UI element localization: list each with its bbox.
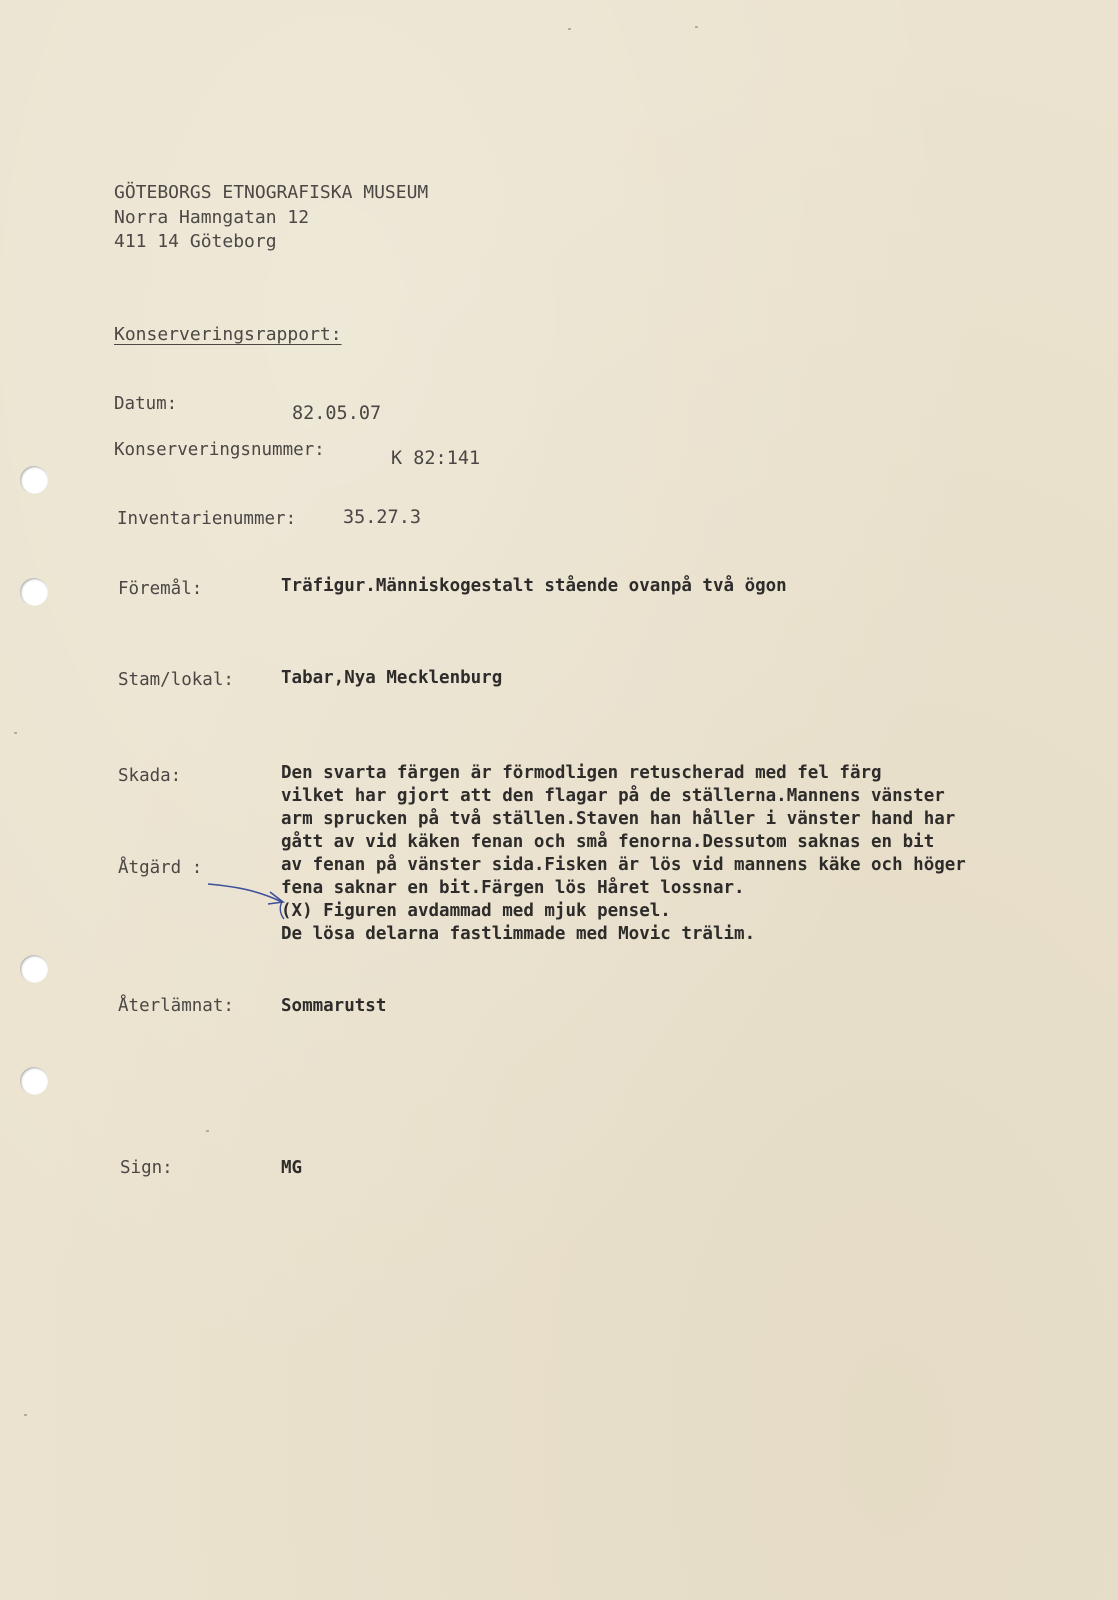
datum-label: Datum: [114, 394, 178, 414]
atgard-label: Åtgärd : [118, 858, 203, 878]
inventarienummer-value: 35.27.3 [343, 507, 421, 528]
punch-hole [20, 955, 48, 983]
skada-line: gått av vid käken fenan och små fenorna.Dessutom saknas en bit [281, 832, 935, 852]
stam-value: Tabar,Nya Mecklenburg [281, 668, 503, 688]
handwritten-arrow-icon [200, 862, 300, 922]
skada-line: arm sprucken på två ställen.Staven han håller i vänster hand har [281, 809, 956, 829]
atgard-line: (X) Figuren avdammad med mjuk pensel. [281, 901, 671, 921]
org-city: 411 14 Göteborg [114, 231, 277, 252]
datum-value: 82.05.07 [292, 403, 382, 424]
skada-line: Den svarta färgen är förmodligen retuscherad med fel färg [281, 763, 882, 783]
punch-hole [20, 578, 48, 606]
konserveringsnummer-value: K 82:141 [391, 448, 481, 469]
sign-label: Sign: [120, 1158, 173, 1178]
foremal-label: Föremål: [118, 579, 203, 599]
skada-line: vilket har gjort att den flagar på de ställerna.Mannens vänster [281, 786, 945, 806]
report-title: Konserveringsrapport: [114, 324, 342, 345]
foremal-value: Träfigur.Människogestalt stående ovanpå två ögon [281, 576, 787, 596]
punch-hole [20, 1067, 48, 1095]
skada-line: av fenan på vänster sida.Fisken är lös vid mannens käke och höger [281, 855, 966, 875]
skada-label: Skada: [118, 766, 182, 786]
punch-hole [20, 466, 48, 494]
aterlamnat-label: Återlämnat: [118, 996, 234, 1016]
atgard-line: De lösa delarna fastlimmade med Movic trälim. [281, 924, 756, 944]
konserveringsnummer-label: Konserveringsnummer: [114, 440, 325, 460]
org-street: Norra Hamngatan 12 [114, 207, 310, 228]
org-name: GÖTEBORGS ETNOGRAFISKA MUSEUM [114, 182, 429, 203]
aterlamnat-value: Sommarutst [281, 996, 387, 1016]
skada-line: fena saknar en bit.Färgen lös Håret lossnar. [281, 878, 745, 898]
sign-value: MG [281, 1158, 303, 1178]
stam-label: Stam/lokal: [118, 670, 234, 690]
inventarienummer-label: Inventarienummer: [117, 509, 297, 529]
